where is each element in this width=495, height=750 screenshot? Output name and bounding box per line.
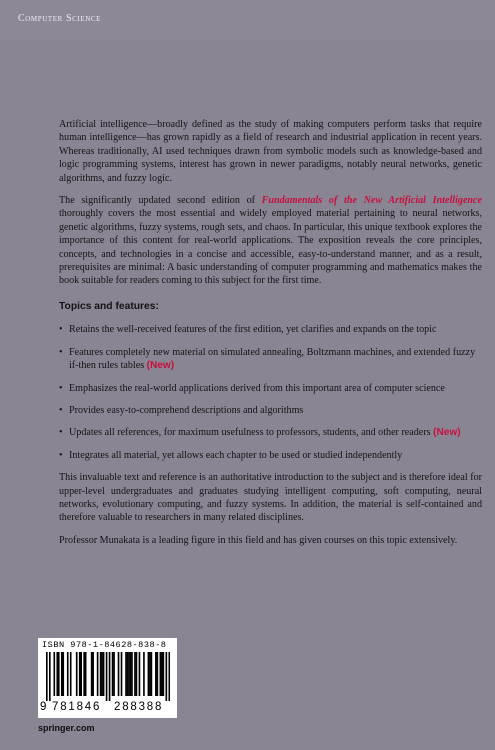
new-badge: (New) — [433, 427, 461, 439]
paragraph-edition — [59, 194, 482, 288]
bullet-icon: • — [59, 449, 63, 461]
top-band — [0, 0, 495, 40]
new-badge: (New) — [146, 360, 175, 372]
series-label: Computer Science — [18, 13, 102, 24]
list-item — [59, 382, 482, 395]
feature-text: Integrates all material, yet allows each chapter to be used or studied independently — [69, 449, 403, 461]
feature-text: Features completely new material on simulated annealing, Boltzmann machines, and extended fuzzy if-then rules tables — [69, 346, 476, 372]
paragraph-audience: This invaluable text and reference is an authoritative introduction to the subject and is therefore ideal for upper-level undergraduates and graduates studying intelligent computing, soft computing, neural networks, evolutionary computing, and fuzzy systems. In addition, the material is self-contained and therefore valuable to researchers in many related disciplines. — [59, 472, 482, 524]
paragraph-edition-lead: The significantly updated second edition of — [59, 195, 262, 207]
list-item — [59, 404, 482, 417]
paragraph-author: Professor Munakata is a leading figure in this field and has given courses on this topic extensively. — [59, 534, 458, 546]
paragraph-intro: Artificial intelligence—broadly defined as the study of making computers perform tasks that require human intelligence—has grown rapidly as a field of research and industrial application in recent years. Whereas traditionally, AI used techniques drawn from symbolic models such as knowledge-based and logic programming systems, interest has grown in newer paradigms, notably neural networks, genetic algorithms, and fuzzy logic. — [59, 119, 482, 184]
list-item — [59, 323, 482, 336]
topics-heading: Topics and features: — [59, 300, 159, 312]
barcode-box — [38, 638, 177, 718]
book-title: Fundamentals of the New Artificial Intelligence — [261, 195, 483, 207]
bullet-icon: • — [59, 382, 63, 394]
list-item — [59, 346, 482, 373]
barcode-digits-left: 781846 — [52, 701, 102, 713]
blurb-text — [59, 118, 482, 556]
feature-text: Emphasizes the real-world applications derived from this important area of computer science — [69, 382, 445, 394]
barcode-icon — [46, 652, 170, 701]
bullet-icon: • — [59, 346, 63, 358]
barcode-digit-lead: 9 — [40, 701, 47, 713]
bullet-icon: • — [59, 404, 63, 416]
list-item — [59, 426, 482, 439]
bullet-icon: • — [59, 324, 63, 336]
barcode-digits-right: 288388 — [114, 701, 164, 713]
feature-text: Provides easy-to-comprehend descriptions and algorithms — [69, 404, 304, 416]
feature-text: Updates all references, for maximum usefulness to professors, students, and other readers — [69, 427, 431, 439]
features-list — [59, 323, 482, 462]
isbn-label: ISBN 978-1-84628-838-8 — [42, 640, 167, 650]
bullet-icon: • — [59, 427, 63, 439]
list-item — [59, 449, 482, 462]
paragraph-edition-rest: thoroughly covers the most essential and widely employed material pertaining to neural networks, genetic algorithms, fuzzy systems, rough sets, and chaos. In particular, this unique textbook explores the importance of this content for real-world applications. The exposition reveals the core principles, concepts, and technologies in a concise and accessible, easy-to-understand manner, and as a result, prerequisites are minimal: A basic understanding of computer programming and mathematics makes the book suitable for readers coming to this subject for the first time. — [59, 208, 482, 287]
feature-text: Retains the well-received features of the first edition, yet clarifies and expands on the topic — [69, 324, 437, 336]
publisher-url: springer.com — [38, 723, 95, 733]
